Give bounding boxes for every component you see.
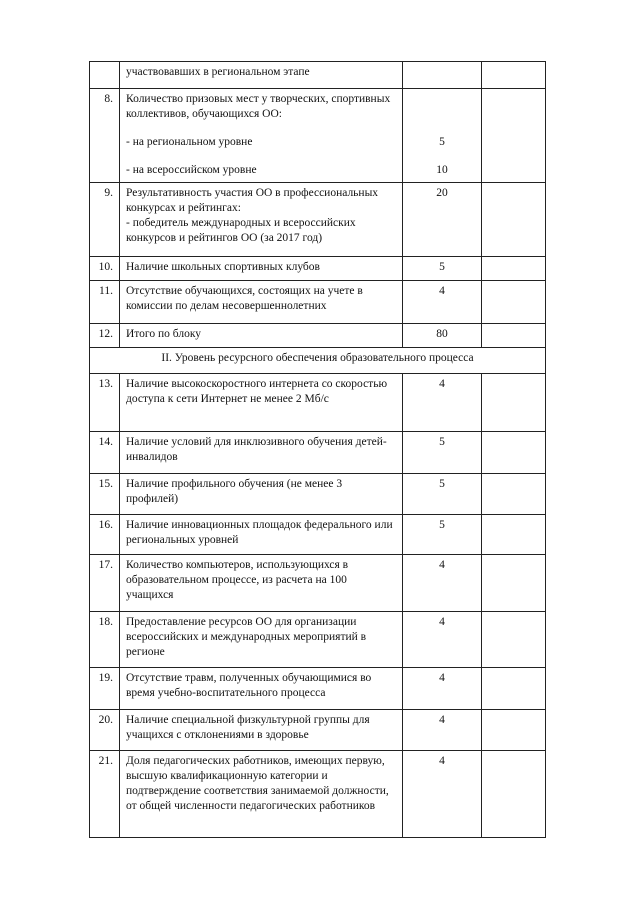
score-cell bbox=[482, 324, 546, 348]
score-cell bbox=[482, 668, 546, 710]
criterion-text: Итого по блоку bbox=[120, 324, 403, 348]
criterion-text: Результативность участия ОО в профессиональных конкурсах и рейтингах: bbox=[126, 187, 379, 214]
max-points: 4 bbox=[403, 751, 482, 838]
criterion-text: Доля педагогических работников, имеющих первую, высшую квалификационную категории и подтверждение соответствия занимаемой должности, от общей численности педагогических работников bbox=[120, 751, 403, 838]
row-number: 15. bbox=[90, 474, 120, 515]
row-number: 18. bbox=[90, 612, 120, 668]
table-row bbox=[90, 89, 546, 183]
max-points: 5 bbox=[403, 474, 482, 515]
score-cell bbox=[482, 751, 546, 838]
score-cell bbox=[482, 555, 546, 612]
criterion-text: Наличие школьных спортивных клубов bbox=[120, 257, 403, 281]
criteria-table bbox=[89, 61, 546, 838]
score-cell bbox=[482, 710, 546, 751]
criterion-text: Отсутствие травм, полученных обучающимися во время учебно-воспитательного процесса bbox=[120, 668, 403, 710]
score-cell bbox=[482, 374, 546, 432]
table-row bbox=[90, 612, 546, 668]
table-row bbox=[90, 183, 546, 257]
max-points-national: 10 bbox=[436, 164, 448, 176]
max-points: 4 bbox=[403, 374, 482, 432]
table-row bbox=[90, 668, 546, 710]
table-row bbox=[90, 432, 546, 474]
criterion-text: Наличие специальной физкультурной группы для учащихся с отклонениями в здоровье bbox=[120, 710, 403, 751]
table-row bbox=[90, 751, 546, 838]
criterion-subitem: - победитель международных и всероссийских конкурсов и рейтингов ОО (за 2017 год) bbox=[126, 217, 356, 244]
max-points: 4 bbox=[403, 710, 482, 751]
max-points-cell bbox=[403, 89, 482, 183]
row-number: 14. bbox=[90, 432, 120, 474]
max-points-regional: 5 bbox=[439, 136, 445, 148]
score-cell bbox=[482, 183, 546, 257]
criterion-text: Количество призовых мест у творческих, спортивных коллективов, обучающихся ОО: bbox=[126, 93, 391, 120]
criterion-text: Количество компьютеров, использующихся в образовательном процессе, из расчета на 100 учащихся bbox=[120, 555, 403, 612]
row-number: 21. bbox=[90, 751, 120, 838]
score-cell bbox=[482, 612, 546, 668]
table-row bbox=[90, 374, 546, 432]
score-cell bbox=[482, 89, 546, 183]
max-points: 4 bbox=[403, 281, 482, 324]
row-number bbox=[90, 62, 120, 89]
max-points bbox=[403, 62, 482, 89]
max-points: 4 bbox=[403, 555, 482, 612]
criterion-text: участвовавших в региональном этапе bbox=[120, 62, 403, 89]
criterion-text: Наличие инновационных площадок федерального или региональных уровней bbox=[120, 515, 403, 555]
table-row bbox=[90, 515, 546, 555]
table-row bbox=[90, 474, 546, 515]
criterion-subitem-regional: - на региональном уровне bbox=[126, 136, 253, 148]
max-points: 80 bbox=[403, 324, 482, 348]
row-number: 13. bbox=[90, 374, 120, 432]
max-points: 5 bbox=[403, 515, 482, 555]
row-number: 16. bbox=[90, 515, 120, 555]
score-cell bbox=[482, 515, 546, 555]
criterion-text: Наличие условий для инклюзивного обучения детей-инвалидов bbox=[120, 432, 403, 474]
row-number: 19. bbox=[90, 668, 120, 710]
table-row bbox=[90, 257, 546, 281]
row-number: 11. bbox=[90, 281, 120, 324]
criterion-text: Наличие профильного обучения (не менее 3 профилей) bbox=[120, 474, 403, 515]
max-points: 20 bbox=[403, 183, 482, 257]
criterion-text: Наличие высокоскоростного интернета со скоростью доступа к сети Интернет не менее 2 Мб/с bbox=[120, 374, 403, 432]
score-cell bbox=[482, 62, 546, 89]
section-title: II. Уровень ресурсного обеспечения образовательного процесса bbox=[90, 348, 546, 374]
row-number: 8. bbox=[90, 89, 120, 183]
criterion-text: Предоставление ресурсов ОО для организации всероссийских и международных мероприятий в регионе bbox=[120, 612, 403, 668]
row-number: 17. bbox=[90, 555, 120, 612]
table-row bbox=[90, 62, 546, 89]
max-points: 5 bbox=[403, 257, 482, 281]
criterion-cell bbox=[120, 89, 403, 183]
criterion-cell bbox=[120, 183, 403, 257]
row-number: 9. bbox=[90, 183, 120, 257]
row-number: 12. bbox=[90, 324, 120, 348]
max-points: 4 bbox=[403, 668, 482, 710]
table-row bbox=[90, 555, 546, 612]
criterion-subitem-national: - на всероссийском уровне bbox=[126, 164, 257, 176]
score-cell bbox=[482, 432, 546, 474]
max-points: 5 bbox=[403, 432, 482, 474]
max-points: 4 bbox=[403, 612, 482, 668]
row-number: 10. bbox=[90, 257, 120, 281]
score-cell bbox=[482, 281, 546, 324]
score-cell bbox=[482, 257, 546, 281]
criterion-text: Отсутствие обучающихся, состоящих на учете в комиссии по делам несовершеннолетних bbox=[120, 281, 403, 324]
table-row bbox=[90, 324, 546, 348]
section-row bbox=[90, 348, 546, 374]
score-cell bbox=[482, 474, 546, 515]
table-row bbox=[90, 281, 546, 324]
row-number: 20. bbox=[90, 710, 120, 751]
table-row bbox=[90, 710, 546, 751]
